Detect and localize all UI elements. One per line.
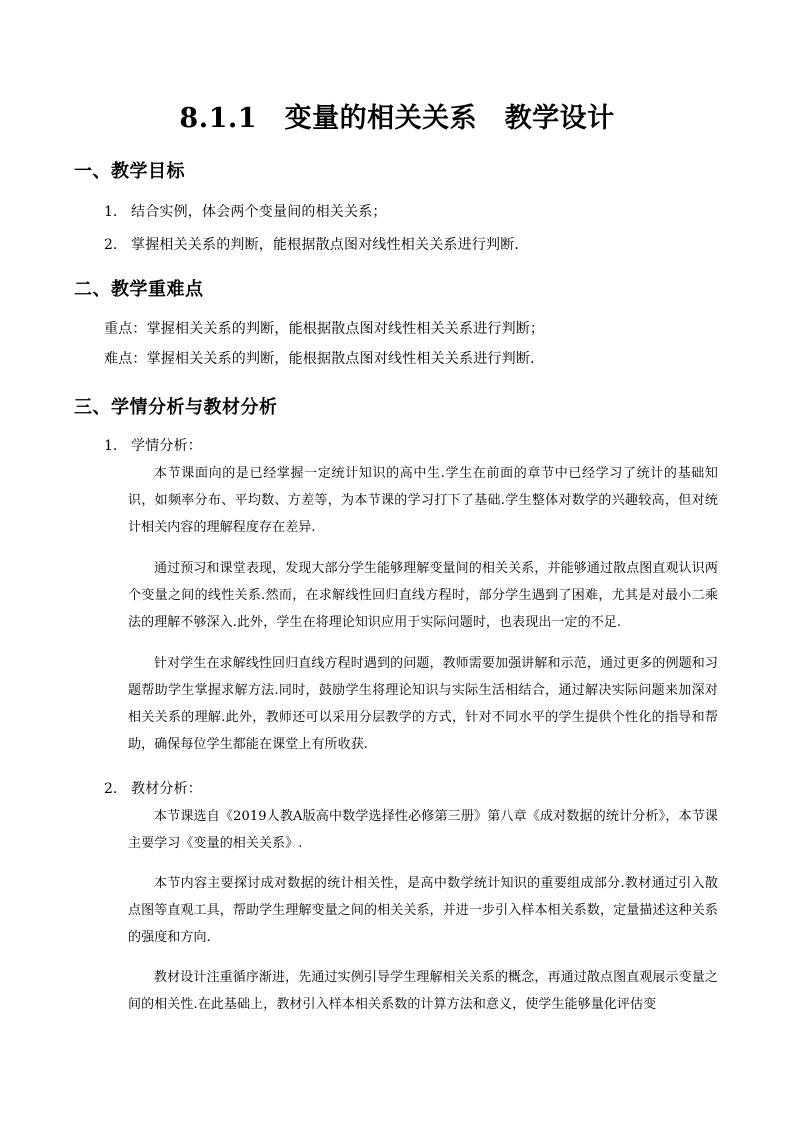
subsection-label-student-analysis: 学情分析： (131, 438, 202, 454)
subsection-number: 2. (104, 781, 118, 797)
paragraph: 本节课选自《2019人教A版高中数学选择性必修第三册》第八章《成对数据的统计分析》，本节课主要学习《变量的相关关系》. (128, 809, 718, 851)
key-point-line: 重点：掌握相关关系的判断，能根据散点图对线性相关关系进行判断； (104, 321, 545, 337)
paragraph: 本节课面向的是已经掌握一定统计知识的高中生.学生在前面的章节中已经学习了统计的基础知识，如频率分布、平均数、方差等，为本节课的学习打下了基础.学生整体对数学的兴趣较高，但对统计相关内容的理解程度存在差异. (128, 466, 718, 535)
paragraph: 教材设计注重循序渐进，先通过实例引导学生理解相关关系的概念，再通过散点图直观展示变量之间的相关性.在此基础上，教材引入样本相关系数的计算方法和意义，使学生能够量化评估变 (128, 970, 718, 1012)
subsection-number: 1. (104, 438, 118, 454)
section-heading-key-points: 二、教学重难点 (74, 279, 204, 300)
paragraph: 通过预习和课堂表现，发现大部分学生能够理解变量间的相关关系，并能够通过散点图直观认识两个变量之间的线性关系.然而，在求解线性回归直线方程时，部分学生遇到了困难，尤其是对最小二乘法的理解不够深入.此外，学生在将理论知识应用于实际问题时，也表现出一定的不足. (128, 561, 718, 630)
paragraph: 本节内容主要探讨成对数据的统计相关性，是高中数学统计知识的重要组成部分.教材通过引入散点图等直观工具，帮助学生理解变量之间的相关关系，并进一步引入样本相关系数，定量描述这种关系的强度和方向. (128, 876, 718, 945)
section-heading-objectives: 一、教学目标 (74, 161, 185, 182)
document-title: 8.1.1 变量的相关关系 教学设计 (179, 103, 615, 134)
list-item-text: 结合实例，体会两个变量间的相关关系； (131, 204, 387, 220)
list-item-text: 掌握相关关系的判断，能根据散点图对线性相关关系进行判断. (131, 237, 520, 253)
list-item-number: 2. (104, 237, 118, 253)
paragraph: 针对学生在求解线性回归直线方程时遇到的问题，教师需要加强讲解和示范，通过更多的例题和习题帮助学生掌握求解方法.同时，鼓励学生将理论知识与实际生活相结合，通过解决实际问题来加深对相关关系的理解.此外，教师还可以采用分层教学的方式，针对不同水平的学生提供个性化的指导和帮助，确保每位学生都能在课堂上有所收获. (128, 656, 718, 752)
subsection-label-textbook-analysis: 教材分析： (131, 781, 202, 797)
difficulty-line: 难点：掌握相关关系的判断，能根据散点图对线性相关关系进行判断. (104, 351, 535, 367)
section-heading-analysis: 三、学情分析与教材分析 (74, 397, 278, 418)
list-item-number: 1. (104, 204, 118, 220)
